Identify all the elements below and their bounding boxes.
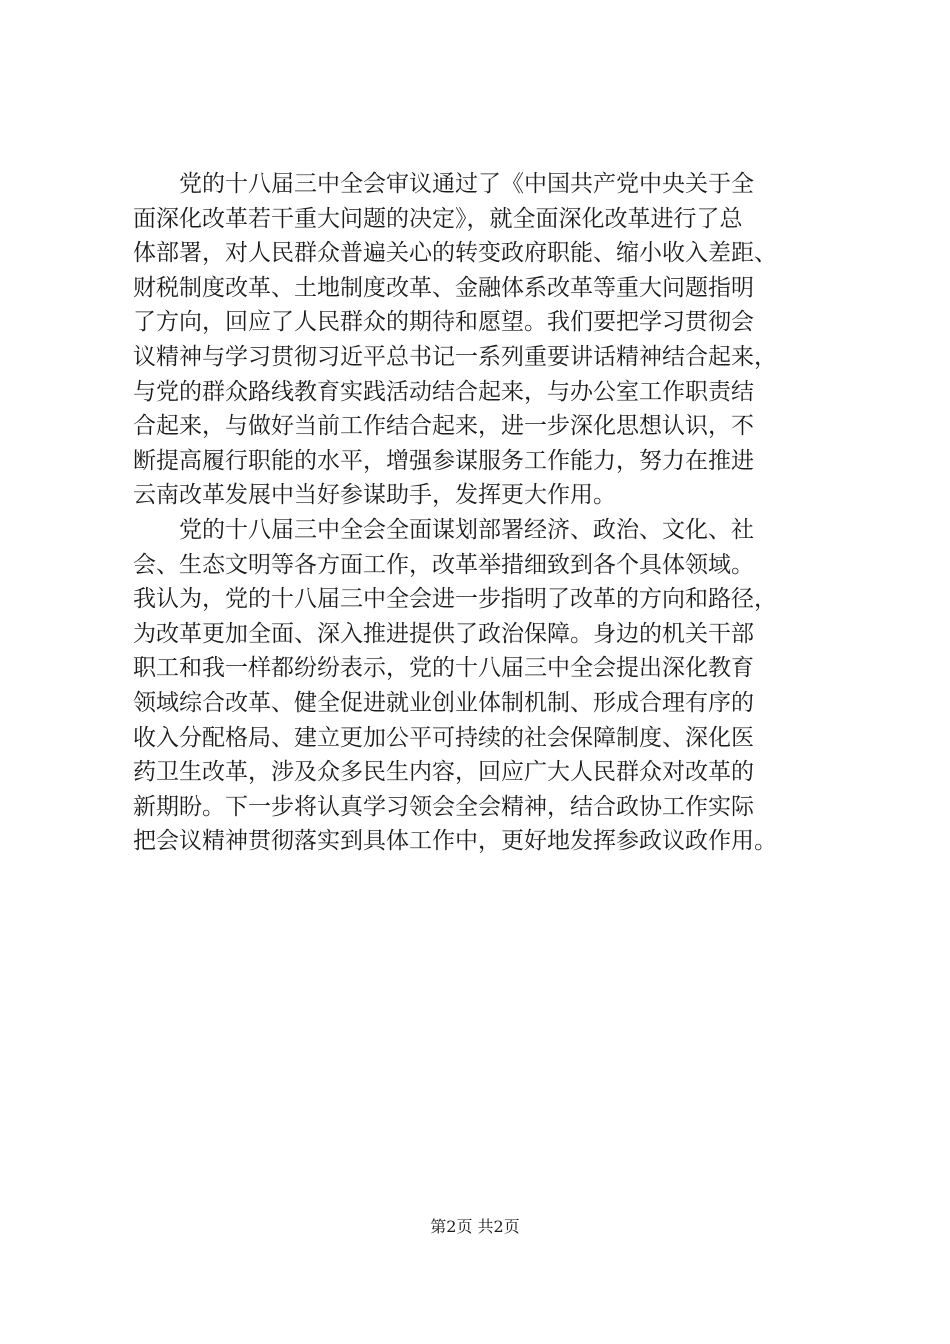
text-line: 把会议精神贯彻落实到具体工作中，更好地发挥参政议政作用。 [133,828,777,855]
text-line: 财税制度改革、土地制度改革、金融体系改革等重大问题指明 [133,274,754,301]
text-line: 面深化改革若干重大问题的决定》，就全面深化改革进行了总 [133,205,743,232]
text-line: 我认为，党的十八届三中全会进一步指明了改革的方向和路径， [133,586,777,613]
text-line: 党的十八届三中全会审议通过了《中国共产党中央关于全 [179,171,754,197]
text-line: 断提高履行职能的水平，增强参谋服务工作能力，努力在推进 [133,447,754,474]
text-line: 会、生态文明等各方面工作，改革举措细致到各个具体领域。 [133,551,754,578]
text-line: 议精神与学习贯彻习近平总书记一系列重要讲话精神结合起来， [133,343,777,370]
document-body [133,167,833,859]
text-line: 了方向，回应了人民群众的期待和愿望。我们要把学习贯彻会 [133,309,754,336]
text-line: 与党的群众路线教育实践活动结合起来，与办公室工作职责结 [133,378,754,405]
text-line: 领域综合改革、健全促进就业创业体制机制、形成合理有序的 [133,689,754,716]
text-line: 体部署，对人民群众普遍关心的转变政府职能、缩小收入差距、 [133,240,777,267]
paragraph-2 [133,513,833,859]
paragraph-1 [133,167,833,513]
page-number-footer: 第2页 共2页 [430,1217,520,1236]
text-line: 职工和我一样都纷纷表示，党的十八届三中全会提出深化教育 [133,655,754,682]
text-line: 药卫生改革，涉及众多民生内容，回应广大人民群众对改革的 [133,759,754,786]
text-line: 收入分配格局、建立更加公平可持续的社会保障制度、深化医 [133,724,754,751]
text-line: 合起来，与做好当前工作结合起来，进一步深化思想认识，不 [133,413,754,440]
text-line: 新期盼。下一步将认真学习领会全会精神，结合政协工作实际 [133,793,754,820]
text-line: 为改革更加全面、深入推进提供了政治保障。身边的机关干部 [133,620,754,647]
text-line: 党的十八届三中全会全面谋划部署经济、政治、文化、社 [179,516,754,543]
text-line: 云南改革发展中当好参谋助手，发挥更大作用。 [133,482,616,509]
